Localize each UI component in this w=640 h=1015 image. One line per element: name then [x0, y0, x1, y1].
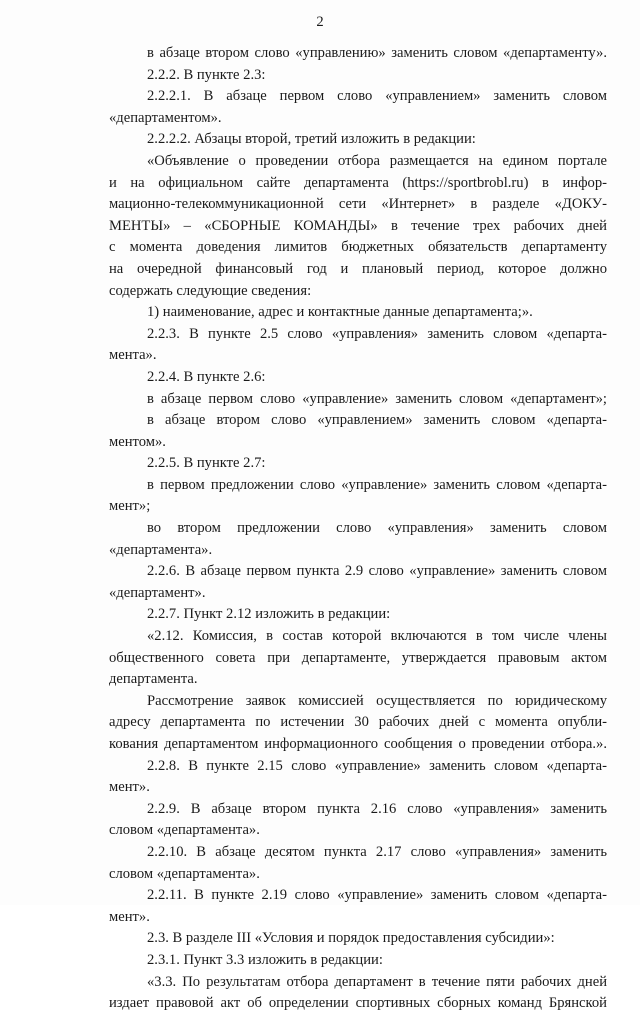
- text-line: на очередной финансовый год и плановый период, которое должно: [109, 260, 607, 277]
- text-line: 2.2.6. В абзаце первом пункта 2.9 слово «управление» заменить словом: [147, 563, 607, 580]
- text-line: с момента доведения лимитов бюджетных обязательств департаменту: [109, 239, 607, 256]
- text-line: «3.3. По результатам отбора департамент в течение пяти рабочих дней: [147, 973, 607, 990]
- text-line: «Объявление о проведении отбора размещается на едином портале: [147, 152, 607, 169]
- text-line: мент»;: [109, 498, 151, 515]
- text-line: содержать следующие сведения:: [109, 282, 312, 299]
- text-line: ментом».: [109, 433, 166, 450]
- text-line: словом «департамента».: [109, 822, 260, 839]
- text-line: мационно-телекоммуникационной сети «Интернет» в разделе «ДОКУ-: [109, 196, 607, 213]
- text-line: 2.2.2.1. В абзаце первом слово «управлением» заменить словом: [147, 88, 607, 105]
- text-line: общественного совета при департаменте, утверждается правовым актом: [109, 649, 607, 666]
- text-line: 2.2.7. Пункт 2.12 изложить в редакции:: [147, 606, 391, 623]
- text-line: мента».: [109, 347, 157, 364]
- text-line: Рассмотрение заявок комиссией осуществляется по юридическому: [147, 692, 607, 709]
- text-line: 2.2.9. В абзаце втором пункта 2.16 слово «управления» заменить: [147, 800, 607, 817]
- text-line: в абзаце первом слово «управление» заменить словом «департамент»;: [147, 390, 607, 407]
- document-body: [109, 43, 607, 1015]
- text-line: во втором предложении слово «управления» заменить словом: [147, 520, 607, 537]
- text-line: 2.2.4. В пункте 2.6:: [147, 368, 266, 385]
- text-line: «департамента».: [109, 541, 213, 558]
- text-line: 2.2.2.2. Абзацы второй, третий изложить в редакции:: [147, 131, 476, 148]
- text-line: в первом предложении слово «управление» заменить словом «департа-: [147, 476, 607, 493]
- text-line: 2.2.8. В пункте 2.15 слово «управление» заменить словом «департа-: [147, 757, 607, 774]
- text-line: в абзаце втором слово «управлению» заменить словом «департаменту».: [147, 45, 607, 61]
- text-line: 2.2.11. В пункте 2.19 слово «управление» заменить словом «департа-: [147, 887, 607, 904]
- text-line: мент».: [109, 908, 150, 925]
- text-line: «департаментом».: [109, 109, 222, 126]
- text-line: и на официальном сайте департамента (https://sportbrobl.ru) в инфор-: [109, 174, 607, 191]
- page-number: 2: [316, 14, 324, 30]
- text-line: мент».: [109, 779, 150, 796]
- text-line: 2.2.5. В пункте 2.7:: [147, 455, 266, 472]
- text-line: 2.2.10. В абзаце десятом пункта 2.17 слово «управления» заменить: [147, 843, 607, 860]
- text-line: кования департаментом информационного сообщения о проведении отбора.».: [109, 736, 607, 752]
- text-line: 1) наименование, адрес и контактные данные департамента;».: [147, 304, 533, 321]
- text-line: «департамент».: [109, 584, 206, 601]
- text-line: 2.3. В разделе III «Условия и порядок предоставления субсидии»:: [147, 930, 555, 947]
- text-line: 2.2.3. В пункте 2.5 слово «управления» заменить словом «департа-: [147, 325, 607, 342]
- text-line: департамента.: [109, 671, 198, 688]
- text-line: МЕНТЫ» – «СБОРНЫЕ КОМАНДЫ» в течение трех рабочих дней: [109, 217, 607, 234]
- text-line: «2.12. Комиссия, в состав которой включаются в том числе члены: [147, 628, 607, 645]
- text-line: 2.2.2. В пункте 2.3:: [147, 66, 266, 83]
- text-line: адресу департамента по истечении 30 рабочих дней с момента опубли-: [109, 714, 607, 731]
- text-line: 2.3.1. Пункт 3.3 изложить в редакции:: [147, 951, 383, 968]
- text-line: словом «департамента».: [109, 865, 260, 882]
- text-line: в абзаце втором слово «управлением» заменить словом «департа-: [147, 412, 607, 429]
- text-line: издает правовой акт об определении спортивных сборных команд Брянской: [109, 995, 607, 1012]
